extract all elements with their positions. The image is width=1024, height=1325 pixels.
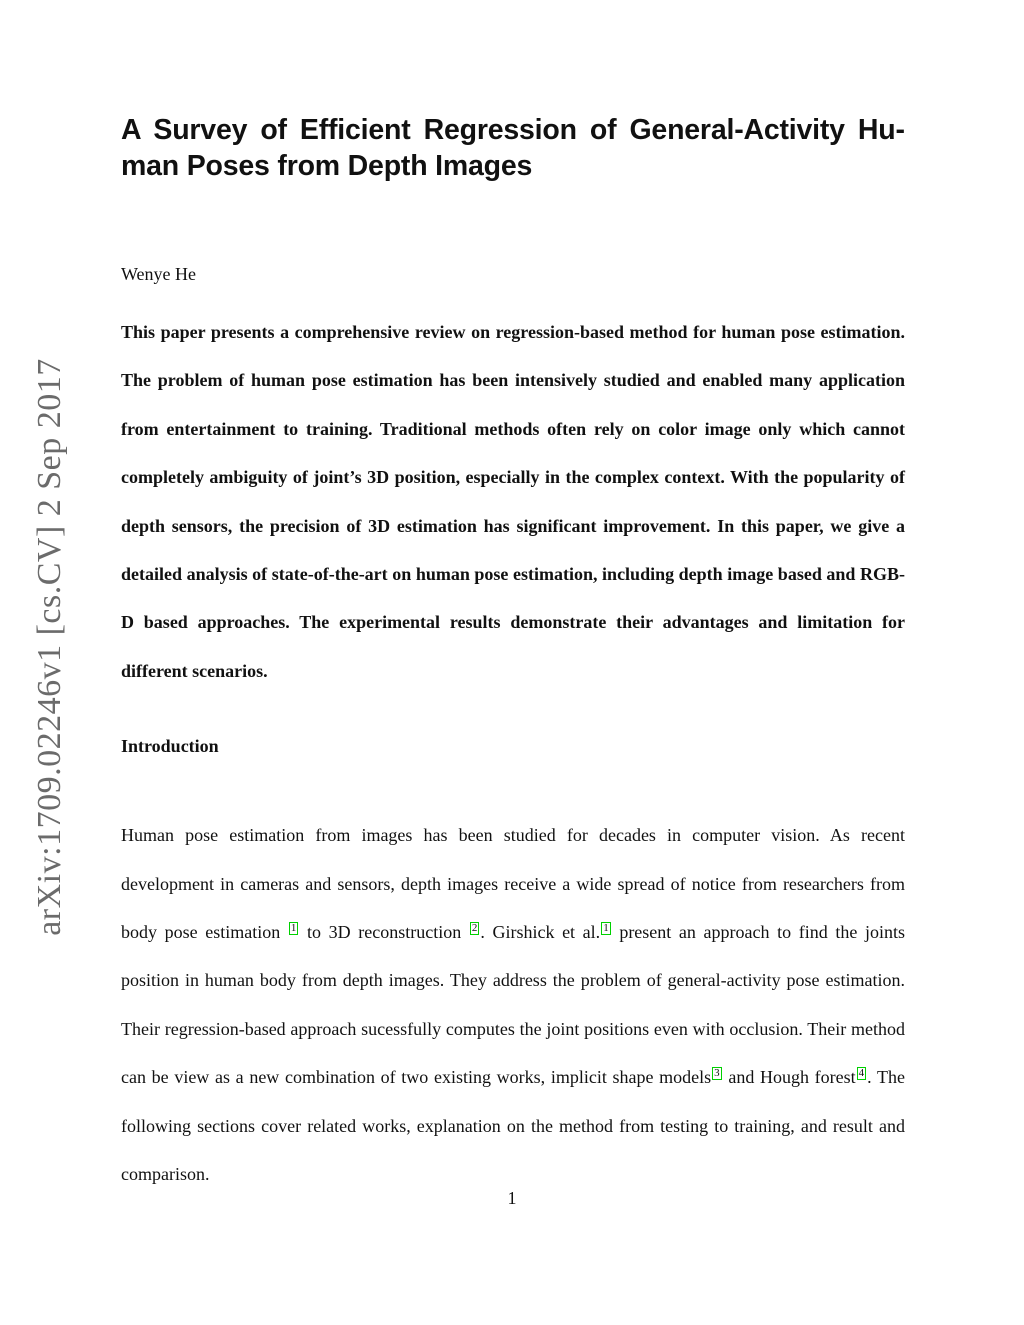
abstract: This paper presents a comprehensive review on regression-based method for human pose estimation. The problem of human pose estimation has been intensively studied and enabled many application from entertainment to training. Traditional methods often rely on color image only which cannot completely ambiguity of joint’s 3D position, especially in the complex context. With the popularity of depth sensors, the precision of 3D estimation has significant improvement. In this paper, we give a detailed analysis of state-of-the-art on human pose estimation, including depth image based and RGB-D based approaches. The experimental results demonstrate their advantages and limitation for different scenarios.	[121, 322, 905, 681]
arxiv-identifier	[20, 357, 80, 936]
intro-text: . Girshick et al.	[480, 922, 601, 943]
citation-link[interactable]: 1	[290, 922, 297, 935]
paper-title: A Survey of Efficient Regression of General-Activity Human Poses from Depth Images	[121, 114, 905, 182]
citation-link[interactable]: 1	[603, 922, 609, 935]
intro-text: . The following sections cover related works, explanation on the method from testing to training, and result and comparison.	[121, 1067, 905, 1185]
paper-content	[121, 112, 905, 1199]
citation-link[interactable]: 3	[714, 1067, 720, 1080]
author-name: Wenye He	[121, 264, 197, 284]
citation-link[interactable]: 4	[858, 1067, 865, 1080]
arxiv-identifier-text: arXiv:1709.02246v1 [cs.CV] 2 Sep 2017	[31, 357, 68, 936]
page-number: 1	[507, 1188, 517, 1208]
citation-link[interactable]: 2	[471, 922, 478, 935]
intro-text: and Hough forest	[722, 1067, 856, 1088]
intro-text: Human pose estimation from images has been studied for decades in computer vision. As recent development in cameras and sensors, depth images receive a wide spread of notice from researchers from body pose estimation	[121, 825, 905, 943]
section-heading: Introduction	[121, 736, 219, 757]
introduction-paragraph	[121, 811, 905, 1198]
intro-text: present an approach to find the joints position in human body from depth images. They address the problem of general-activity pose estimation. Their regression-based approach sucessfully computes the joint positions even with occlusion. Their method can be view as a new combination of two existing works, implicit shape models	[121, 922, 905, 1088]
intro-text: to 3D reconstruction	[299, 922, 469, 943]
